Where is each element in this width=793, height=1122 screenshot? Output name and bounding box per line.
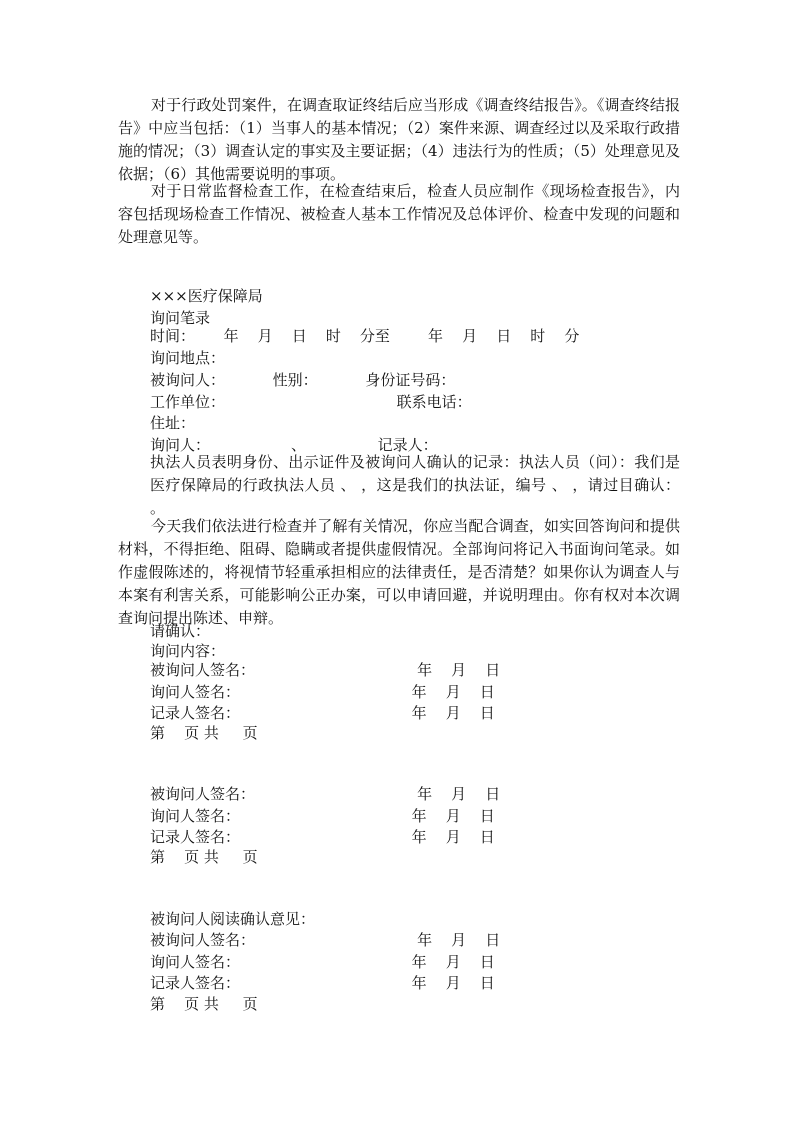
interviewee-signature: 被询问人签名： 年 月 日 [150, 661, 501, 679]
interviewer-signature: 询问人签名： 年 月 日 [150, 683, 495, 701]
intro-paragraph-investigation-report: 对于行政处罚案件，在调查取证终结后应当形成《调查终结报告》。《调查终结报告》中应当包括：（1）当事人的基本情况；（2）案件来源、调查经过以及采取行政措施的情况；（3）调查认定的事实及主要证据；（4）违法行为的性质；（5）处理意见及依据；（6）其他需要说明的事项。 [118, 96, 680, 183]
recorder-signature: 记录人签名： 年 月 日 [150, 828, 495, 846]
statement-paragraph: 执法人员表明身份、出示证件及被询问人确认的记录：执法人员（问）：我们是 医疗保障局的行政执法人员 、 ，这是我们的执法证，编号 、 ，请过目确认： 。 [150, 453, 680, 517]
address-field: 住址： [150, 414, 196, 432]
page-number: 第 页 共 页 [150, 724, 258, 742]
interviewer-signature: 询问人签名： 年 月 日 [150, 953, 495, 971]
interviewee-signature: 被询问人签名： 年 月 日 [150, 785, 501, 803]
form-title: 询问笔录 [150, 309, 211, 327]
page-number: 第 页 共 页 [150, 995, 258, 1013]
intro-paragraph-inspection-report: 对于日常监督检查工作，在检查结束后，检查人员应制作《现场检查报告》，内容包括现场检查工作情况、被检查人基本工作情况及总体评价、检查中发现的问题和处理意见等。 [118, 182, 680, 246]
recorder-signature: 记录人签名： 年 月 日 [150, 974, 495, 992]
interviewer-signature: 询问人签名： 年 月 日 [150, 807, 495, 825]
interviewee-field: 被询问人： 性别： 身份证号码： [150, 371, 456, 389]
recorder-signature: 记录人签名： 年 月 日 [150, 704, 495, 722]
organization-name: ×××医疗保障局 [150, 287, 263, 305]
time-field: 时间： 年 月 日 时 分至 年 月 日 时 分 [150, 327, 580, 345]
interviewer-field: 询问人： 、 记录人： [150, 436, 438, 454]
inquiry-content-label: 询问内容： [150, 642, 226, 660]
work-unit-field: 工作单位： 联系电话： [150, 393, 472, 411]
notice-paragraph: 今天我们依法进行检查并了解有关情况，你应当配合调查，如实回答询问和提供材料，不得拒绝、阻碍、隐瞒或者提供虚假情况。全部询问将记入书面询问笔录。如作虚假陈述的，将视情节轻重承担相应的法律责任，是否清楚？如果你认为调查人与本案有利害关系，可能影响公正办案，可以申请回避，并说明理由。你有权对本次调查询问提出陈述、申辩。 [118, 517, 680, 627]
page-number: 第 页 共 页 [150, 848, 258, 866]
interviewee-signature: 被询问人签名： 年 月 日 [150, 931, 501, 949]
place-field: 询问地点： [150, 349, 226, 367]
confirm-prompt: 请确认： [150, 622, 211, 640]
reading-confirmation-label: 被询问人阅读确认意见： [150, 910, 316, 928]
